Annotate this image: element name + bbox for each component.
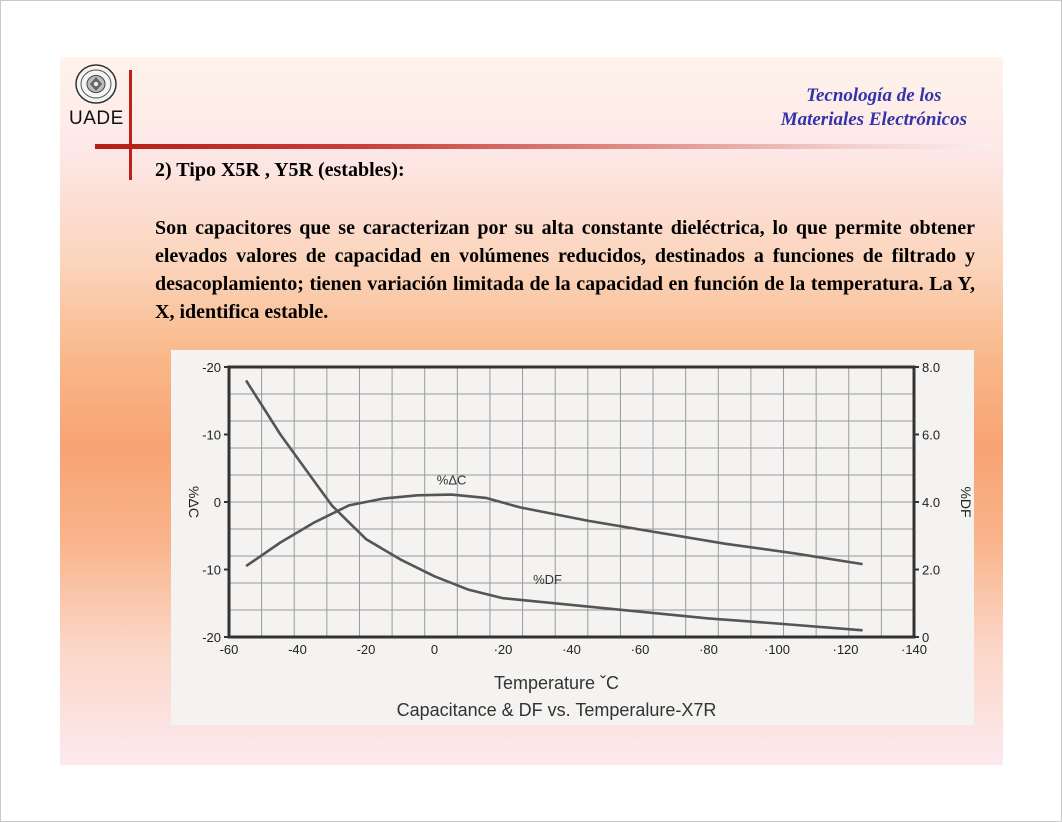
y-left-tick-label: -10 — [202, 427, 221, 443]
y-right-tick-label: 8.0 — [922, 360, 941, 375]
course-title-line1: Tecnología de los — [806, 85, 942, 106]
x-tick-label: 0 — [430, 642, 439, 657]
vertical-accent-line — [129, 70, 132, 180]
y-left-axis-label: %ΔC — [186, 486, 202, 518]
x-tick-label: ·120 — [832, 642, 859, 657]
y-left-tick-label: -20 — [202, 630, 221, 645]
y-right-tick-label: 6.0 — [922, 427, 941, 443]
y-right-tick-label: 2.0 — [922, 562, 941, 578]
horizontal-accent-line — [95, 144, 992, 149]
y-left-tick-label: -20 — [202, 360, 221, 375]
x-tick-label: ·140 — [900, 642, 928, 657]
x-tick-label: ·40 — [562, 642, 581, 657]
x-tick-label: ·60 — [630, 642, 650, 657]
series-label: %ΔC — [436, 472, 467, 488]
x-tick-label: -40 — [288, 642, 307, 657]
series-label: %DF — [533, 571, 562, 587]
section-title: 2) Tipo X5R , Y5R (estables): — [155, 159, 405, 181]
series-line — [246, 381, 863, 631]
capacitance-df-chart — [171, 350, 974, 725]
y-right-tick-label: 4.0 — [922, 495, 941, 510]
x-tick-label: -20 — [356, 642, 376, 657]
series-line — [246, 495, 863, 566]
course-title-line2: Materiales Electrónicos — [780, 109, 967, 130]
x-tick-label: ·100 — [763, 642, 791, 657]
chart-title: Capacitance & DF vs. Temperalure-X7R — [396, 700, 717, 720]
x-tick-label: ·80 — [699, 642, 718, 657]
body-paragraph: Son capacitores que se caracterizan por su alta constante dieléctrica, lo que permite obtener elevados valores de capacidad en volúmenes reducidos, destinados a funciones de filtrado y desacoplamiento; tienen variación limitada de la capacidad en función de la temperatura. La Y, X, identifica estable. — [155, 217, 975, 323]
x-tick-label: -60 — [219, 642, 239, 657]
y-right-axis-label: %DF — [958, 486, 974, 518]
y-right-tick-label: 0 — [922, 630, 930, 645]
course-title — [781, 84, 967, 132]
chart-svg — [171, 350, 974, 725]
uade-logo — [69, 63, 123, 131]
y-left-tick-label: -10 — [202, 562, 221, 578]
x-tick-label: ·20 — [493, 642, 513, 657]
seal-icon — [71, 63, 121, 105]
logo-text: UADE — [69, 108, 124, 129]
x-axis-label: Temperature ˇC — [493, 673, 620, 693]
y-left-tick-label: 0 — [213, 495, 221, 510]
